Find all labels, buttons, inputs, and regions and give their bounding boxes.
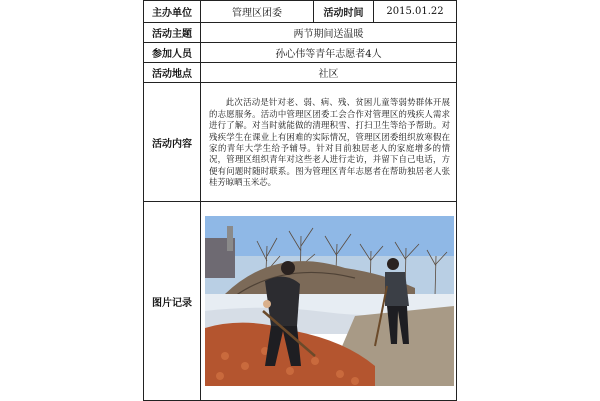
theme-value: 两节期间送温暖	[201, 23, 457, 43]
participants-value: 孙心伟等青年志愿者4人	[201, 43, 457, 63]
content-label: 活动内容	[144, 83, 201, 202]
volunteer-photo	[205, 216, 454, 386]
location-value: 社区	[201, 63, 457, 83]
theme-label: 活动主题	[144, 23, 201, 43]
content-text: 此次活动是针对老、弱、病、残、贫困儿童等弱势群体开展的志愿服务。活动中管理区团委工会合作对管理区的残疾人需求进行了解。对当时就能做的清理积雪、打扫卫生等给予帮助。对残疾学生在课业上有困难的实际情况，管理区团委组织放寒假在家的青年大学生给予辅导。针对目前独居老人的家庭增多的情况，管理区组织青年对这些老人进行走访，并留下自己电话，方便有问题时随时联系。图为管理区青年志愿者在帮助独居老人张桂芳晾晒玉米芯。	[209, 97, 450, 188]
time-value: 2015.01.22	[374, 1, 457, 23]
participants-label: 参加人员	[144, 43, 201, 63]
record-table	[143, 0, 457, 401]
photo-label: 图片记录	[144, 202, 201, 401]
organizer-label: 主办单位	[144, 1, 201, 23]
organizer-value: 管理区团委	[201, 1, 314, 23]
location-label: 活动地点	[144, 63, 201, 83]
activity-record-form	[143, 0, 456, 400]
photo-cell	[201, 202, 457, 401]
time-label: 活动时间	[314, 1, 374, 23]
content-cell	[201, 83, 457, 202]
